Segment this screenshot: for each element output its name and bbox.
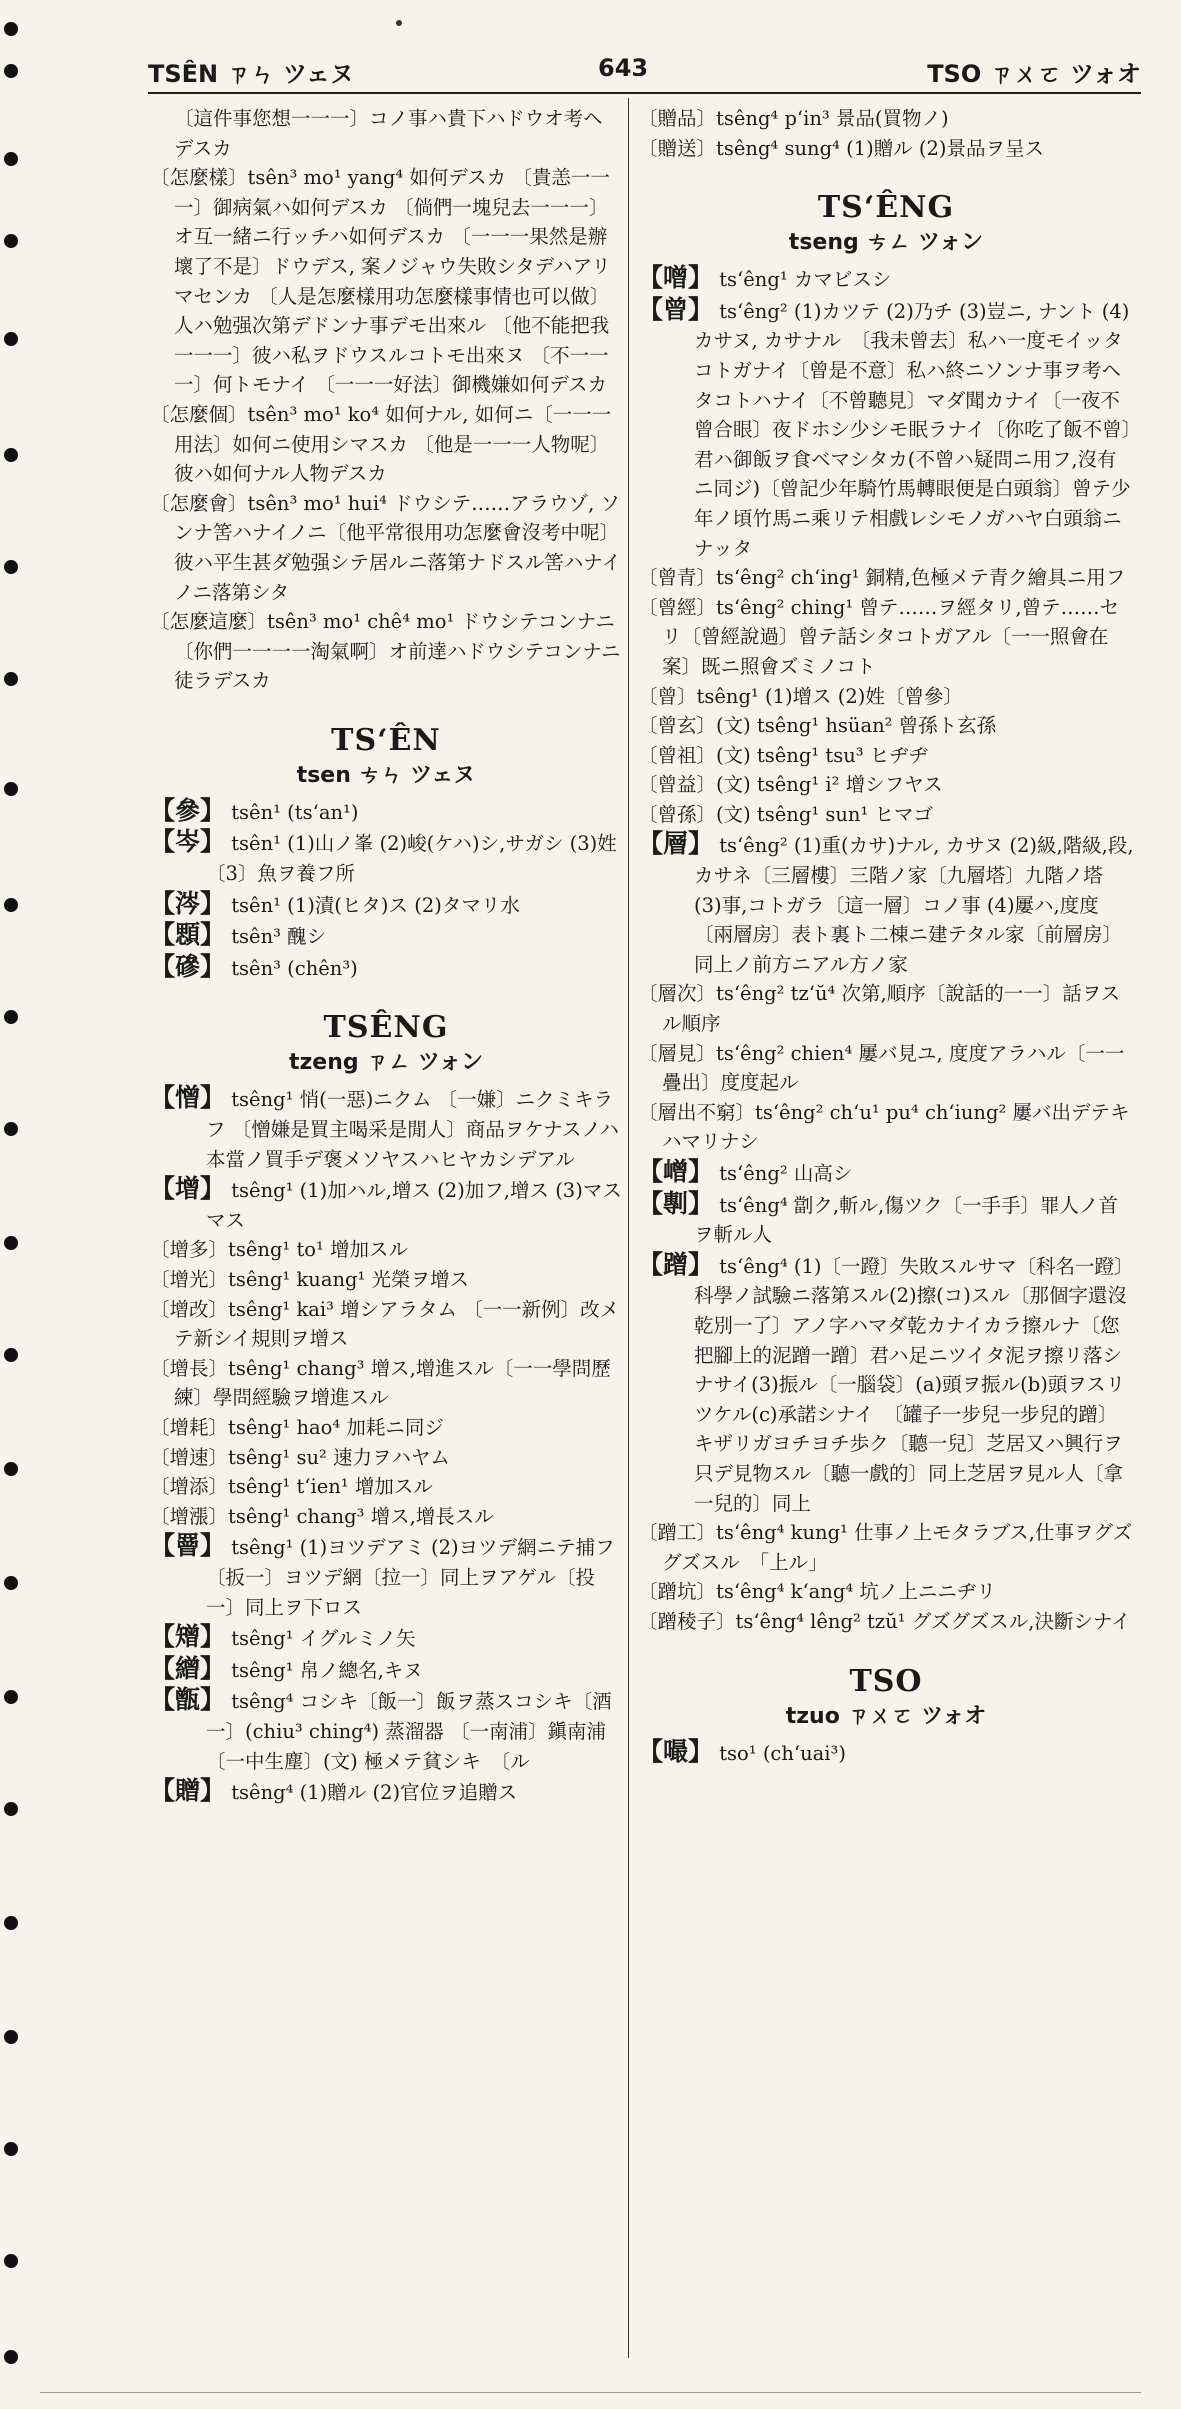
- entry-text: 〔增光〕tsêng¹ kuang¹ 光榮ヲ增ス: [150, 1268, 469, 1291]
- section-heading: [638, 1663, 1134, 1733]
- page-header: [148, 48, 1141, 88]
- page-number: 643: [598, 54, 649, 82]
- column-divider: [628, 98, 629, 2358]
- dictionary-entry: [638, 1157, 1134, 1189]
- headword-kanji: 【嶒】: [638, 1157, 714, 1186]
- entry-text: 〔增漲〕tsêng¹ chang³ 增ス,增長スル: [150, 1504, 494, 1528]
- entry-text: 〔曾〕tsêng¹ (1)增ス (2)姓〔曾參〕: [638, 684, 963, 708]
- section-heading: [638, 189, 1134, 259]
- binding-mark: [4, 1236, 18, 1250]
- entry-text: 〔增長〕tsêng¹ chang³ 增ス,增進スル〔一一學問歷練〕學問經驗ヲ增進スル: [150, 1356, 611, 1410]
- dictionary-entry: [638, 1189, 1134, 1250]
- dictionary-entry: [638, 829, 1134, 979]
- entry-text: 〔怎麼這麼〕tsên³ mo¹ chê⁴ mo¹ ドウシテコンナニ〔你們一一一一淘氣啊〕オ前達ハドウシテコンナニ徒ラデスカ: [150, 610, 621, 693]
- entry-text: 〔怎麼樣〕tsên³ mo¹ yang⁴ 如何デスカ 〔貴恙一一一〕御病氣ハ如何デスカ 〔倘們一塊兒去一一一〕オ互一緒ニ行ッチハ如何デスカ 〔一一一果然是辦壞了不是〕ドウデス, 案ノジャウ失敗シタデハアリマセンカ 〔人是怎麼樣用功怎麼樣事情也可以做〕人ハ勉强次第デドンナ事デモ出來ル 〔他不能把我一一一〕彼ハ私ヲドウスルコトモ出來ヌ 〔不一一一〕何トモナイ 〔一一一好法〕御機嫌如何デスカ: [150, 166, 611, 397]
- dictionary-entry: [150, 889, 622, 921]
- headword-kanji: 【矰】: [150, 1622, 226, 1652]
- entry-text: tsêng⁴ (1)贈ル (2)官位ヲ追贈ス: [231, 1781, 518, 1805]
- section-subtitle: tzuo ㄗㄨㄛ ツォオ: [785, 1703, 987, 1729]
- entry-text: 〔曾玄〕(文) tsêng¹ hsüan² 曾孫ト玄孫: [638, 714, 997, 738]
- binding-mark: [4, 152, 18, 166]
- dictionary-entry: [150, 1685, 622, 1776]
- entry-text: 〔怎麼個〕tsên³ mo¹ ko⁴ 如何ナル, 如何ニ〔一一一用法〕如何ニ使用シマスカ 〔他是一一一人物呢〕彼ハ如何ナル人物デスカ: [150, 402, 612, 486]
- entry-text: 〔增耗〕tsêng¹ hao⁴ 加耗ニ同ジ: [150, 1415, 444, 1439]
- dictionary-entry: [150, 920, 622, 952]
- binding-mark: [4, 1462, 18, 1476]
- entry-text: tsêng¹ (1)加ハル,增ス (2)加フ,增ス (3)マスマス: [206, 1179, 622, 1232]
- binding-mark: [4, 898, 18, 912]
- dictionary-entry: [638, 1737, 1134, 1769]
- entry-text: 〔增多〕tsêng¹ to¹ 增加スル: [150, 1238, 409, 1262]
- section-title: TSÊNG: [323, 1010, 449, 1046]
- dictionary-entry: [150, 1531, 622, 1622]
- header-left-guide: TSÊN ㄗㄣ ツェヌ: [148, 60, 354, 88]
- entry-text: tsêng¹ 帛ノ總名,キヌ: [231, 1658, 423, 1682]
- binding-mark: [4, 1348, 18, 1362]
- binding-mark: [4, 672, 18, 686]
- dictionary-entry: [150, 827, 637, 888]
- section-title: TSʻÊN: [331, 722, 441, 758]
- entry-text: 〔蹭稜子〕tsʻêng⁴ lêng² tzŭ¹ グズグズスル,決斷シナイ: [638, 1609, 1131, 1633]
- entry-text: tsên³ (chên³): [231, 956, 358, 980]
- headword-kanji: 【剸】: [638, 1188, 714, 1218]
- entry-text: 〔增添〕tsêng¹ tʻien¹ 增加スル: [150, 1475, 433, 1499]
- headword-kanji: 【蹭】: [638, 1249, 714, 1279]
- entry-text: 〔增改〕tsêng¹ kai³ 增シアラタム 〔一一新例〕改メテ新シイ規則ヲ增ス: [150, 1297, 620, 1351]
- header-right-guide: TSO ㄗㄨㄛ ツォオ: [927, 60, 1141, 88]
- headword-kanji: 【甑】: [150, 1685, 226, 1715]
- entry-text: 〔怎麼會〕tsên³ mo¹ hui⁴ ドウシテ……アラウゾ, ソンナ筈ハナイノニ〔他平常很用功怎麼會沒考中呢〕彼ハ平生甚ダ勉强シテ居ルニ落第ナドスル筈ハナイノニ落第シタ: [150, 491, 621, 604]
- print-speck: [396, 20, 402, 26]
- entry-text: 〔贈品〕tsêng⁴ pʻin³ 景品(買物ノ): [638, 107, 949, 130]
- binding-mark: [4, 1802, 18, 1816]
- headword-kanji: 【繒】: [150, 1653, 226, 1683]
- entry-text: tsʻêng¹ カマビスシ: [719, 268, 892, 292]
- entry-text: tsêng⁴ コシキ〔飯一〕飯ヲ蒸スコシキ〔酒一〕(chiu³ ching⁴) 蒸溜器 〔一南浦〕鎭南浦〔一中生塵〕(文) 極メテ貧シキ 〔ル: [206, 1690, 612, 1773]
- binding-mark: [4, 22, 18, 36]
- entry-text: tsʻêng² (1)重(カサ)ナル, カサヌ (2)級,階級,段,カサネ〔三層樓〕三階ノ家〔九層塔〕九階ノ塔 (3)事,コトガラ〔這一層〕コノ事 (4)屢ハ,度度 〔兩層房〕表ト裏ト二棟ニ建テタル家〔前層房〕同上ノ前方ニアル方ノ家: [694, 834, 1134, 976]
- entry-text: 〔層次〕tsʻêng² tzʻŭ⁴ 次第,順序〔說話的一一〕話ヲスル順序: [638, 982, 1121, 1036]
- entry-text: tsʻêng² 山高シ: [719, 1162, 853, 1185]
- header-rule: [148, 92, 1141, 94]
- entry-text: 〔曾經〕tsʻêng² ching¹ 曾テ……ヲ經タリ,曾テ……セリ〔曾經說過〕曾テ話シタコトガアル〔一一照會在案〕既ニ照會ズミノコト: [638, 595, 1120, 678]
- binding-mark: [4, 2142, 18, 2156]
- entry-text: tsên¹ (tsʻan¹): [231, 800, 359, 824]
- entry-text: tsʻêng⁴ 劏ク,斬ル,傷ツク〔一手手〕罪人ノ首ヲ斬ル人: [694, 1193, 1119, 1247]
- binding-mark: [4, 448, 18, 462]
- entry-text: tsêng¹ イグルミノ矢: [231, 1627, 416, 1651]
- binding-mark: [4, 332, 18, 346]
- entry-text: 〔曾祖〕(文) tsêng¹ tsu³ ヒヂヂ: [638, 743, 929, 767]
- entry-text: 〔曾益〕(文) tsêng¹ i² 增シフヤス: [638, 773, 943, 797]
- entry-text: 〔蹭工〕tsʻêng⁴ kung¹ 仕事ノ上モタラブス,仕事ヲグズグズスル 「上ル」: [638, 1521, 1133, 1574]
- binding-mark: [4, 782, 18, 796]
- entry-text: tsʻêng⁴ (1)〔一蹬〕失敗スルサマ〔科名一蹬〕科學ノ試驗ニ落第スル(2)擦(コ)スル〔那個字還沒乾別一了〕アノ字ハマダ乾カナイカラ擦ルナ〔您把腳上的泥蹭一蹭〕君ハ足ニツイタ泥ヲ擦リ落シナサイ(3)振ル〔一腦袋〕(a)頭ヲ振ル(b)頭ヲスリツケル(c)承諾シナイ 〔罐子一步兒一步兒的蹭〕キザリガヨチヨチ歩ク〔聽一兒〕芝居又ハ興行ヲ只デ見物スル〔聽一戲的〕同上芝居ヲ見ル人〔拿一兒的〕同上: [694, 1254, 1134, 1515]
- binding-mark: [4, 2350, 18, 2364]
- dictionary-entry: [150, 1174, 622, 1235]
- entry-text: 〔層出不窮〕tsʻêng² chʻu¹ pu⁴ chʻiung² 屢バ出デテキハマリナシ: [638, 1100, 1130, 1154]
- headword-kanji: 【磣】: [150, 951, 226, 981]
- entry-text: 〔增速〕tsêng¹ su² 速力ヲハヤム: [150, 1445, 450, 1469]
- dictionary-entry: [150, 952, 622, 984]
- section-heading: [150, 1009, 622, 1079]
- dictionary-entry: [638, 263, 1134, 295]
- entry-text: tsên³ 醜シ: [231, 925, 327, 949]
- entry-text: tsên¹ (1)山ノ峯 (2)峻(ケハ)シ,サガシ (3)姓 〔3〕魚ヲ養フ所: [206, 832, 637, 886]
- binding-mark: [4, 1010, 18, 1024]
- entry-text: tsêng¹ (1)ヨツデアミ (2)ヨツデ網ニテ捕フ〔扳一〕ヨツデ網〔拉一〕同上ヲアゲル〔投一〕同上ヲ下ロス: [206, 1536, 615, 1619]
- headword-kanji: 【顋】: [150, 920, 226, 950]
- headword-kanji: 【層】: [638, 829, 714, 859]
- binding-mark: [4, 1576, 18, 1590]
- dictionary-entry: [150, 1622, 622, 1654]
- binding-mark: [4, 234, 18, 248]
- entry-text: 〔蹭坑〕tsʻêng⁴ kʻang⁴ 坑ノ上ニニヂリ: [638, 1580, 996, 1604]
- headword-kanji: 【岑】: [150, 827, 226, 857]
- headword-kanji: 【涔】: [150, 888, 226, 918]
- binding-mark: [4, 1690, 18, 1704]
- dictionary-entry: [150, 1654, 622, 1686]
- entry-text: tsêng¹ 悄(一惡)ニクム 〔一嫌〕ニクミキラフ 〔憎嫌是買主喝采是閒人〕商品ヲケナスノハ本當ノ買手デ褒メソヤスハヒヤカシデアル: [206, 1088, 619, 1171]
- headword-kanji: 【嘬】: [638, 1736, 714, 1766]
- dictionary-entry: [150, 1083, 622, 1174]
- entry-text: tso¹ (chʻuai³): [719, 1741, 846, 1765]
- left-column: [150, 104, 637, 1808]
- headword-kanji: 【憎】: [150, 1083, 226, 1113]
- binding-mark: [4, 2030, 18, 2044]
- entry-text: 〔曾孫〕(文) tsêng¹ sun¹ ヒマゴ: [638, 802, 933, 826]
- binding-mark: [4, 1916, 18, 1930]
- binding-mark: [4, 560, 18, 574]
- entry-text: 〔層見〕tsʻêng² chien⁴ 屢バ見ユ, 度度アラハル〔一一疊出〕度度起ル: [638, 1041, 1125, 1095]
- section-heading: [150, 722, 622, 792]
- section-title: TSʻÊNG: [817, 190, 955, 226]
- right-column: [638, 104, 1134, 1768]
- binding-mark: [4, 1122, 18, 1136]
- headword-kanji: 【贈】: [150, 1776, 226, 1806]
- dictionary-entry: [150, 1776, 622, 1808]
- binding-mark: [4, 2254, 18, 2268]
- headword-kanji: 【增】: [150, 1174, 226, 1204]
- entry-text: 〔贈送〕tsêng⁴ sung⁴ (1)贈ル (2)景品ヲ呈ス: [638, 136, 1045, 160]
- entry-text: tsʻêng² (1)カツテ (2)乃チ (3)豈ニ, ナント (4)カサヌ, カサナル 〔我未曾去〕私ハ一度モイッタコトガナイ〔曾是不意〕私ハ終ニソンナ事ヲ考ヘタコトハナイ〔不曾聽見〕マダ聞カナイ〔一夜不曾合眼〕夜ドホシ少シモ眠ラナイ〔你吃了飯不曾〕君ハ御飯ヲ食ベマシタカ(不曾ハ疑問ニ用フ,沒有ニ同ジ)〔曾記少年騎竹馬轉眼便是白頭翁〕曾テ少年ノ頃竹馬ニ乘リテ相戲レシモノガハヤ白頭翁ニナッタ: [694, 299, 1132, 560]
- binding-mark: [4, 64, 18, 78]
- section-title: TSO: [849, 1663, 923, 1699]
- page-bottom-edge: [40, 2392, 1141, 2393]
- entry-text: 〔曾青〕tsʻêng² chʻing¹ 銅精,色極メテ青ク繪具ニ用フ: [638, 566, 1126, 590]
- entry-text: tsên¹ (1)漬(ヒタ)ス (2)タマリ水: [231, 893, 520, 917]
- dictionary-entry: [638, 295, 1134, 563]
- headword-kanji: 【罾】: [150, 1531, 226, 1561]
- section-subtitle: tzeng ㄗㄥ ツォン: [288, 1050, 484, 1076]
- headword-kanji: 【曾】: [638, 294, 714, 324]
- dictionary-entry: [638, 1250, 1134, 1518]
- section-subtitle: tseng ㄘㄥ ツォン: [788, 230, 984, 256]
- headword-kanji: 【參】: [150, 795, 226, 825]
- headword-kanji: 【噌】: [638, 263, 714, 293]
- entry-text: 〔這件事您想一一一〕コノ事ハ貴下ハドウオ考ヘデスカ: [174, 107, 603, 160]
- section-subtitle: tsen ㄘㄣ ツェヌ: [296, 762, 476, 788]
- dictionary-entry: [150, 796, 622, 828]
